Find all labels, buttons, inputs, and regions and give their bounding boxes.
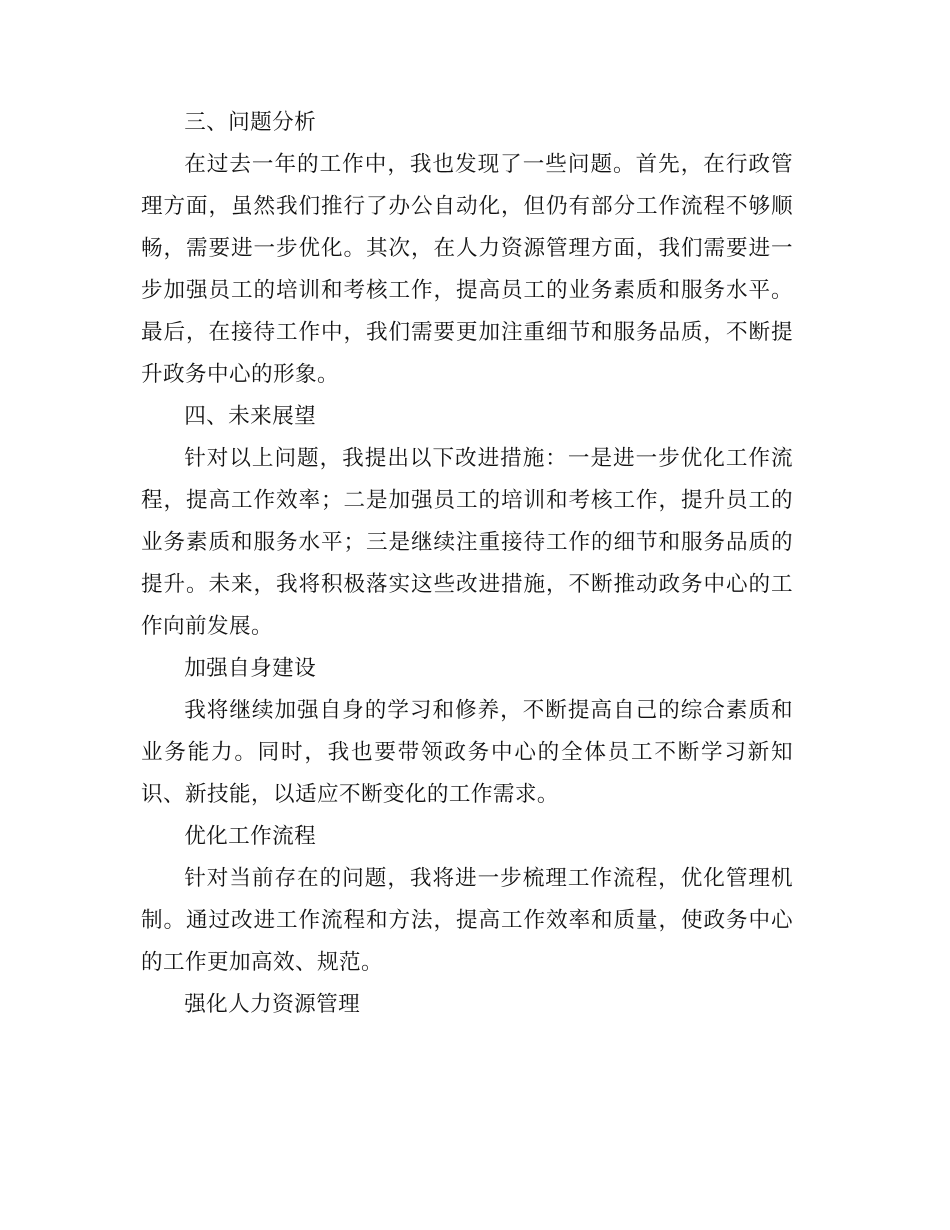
section-heading-future-outlook: 四、未来展望 — [184, 404, 317, 429]
section-heading-optimize-workflow: 优化工作流程 — [184, 824, 317, 849]
section-heading-problem-analysis: 三、问题分析 — [184, 110, 317, 135]
paragraph-future-outlook: 针对以上问题，我提出以下改进措施：一是进一步优化工作流程，提高工作效率；二是加强员工的培训和考核工作，提升员工的业务素质和服务水平；三是继续注重接待工作的细节和服务品质的提升。未来，我将积极落实这些改进措施，不断推动政务中心的工作向前发展。 — [141, 446, 793, 639]
paragraph-self-building: 我将继续加强自身的学习和修养，不断提高自己的综合素质和业务能力。同时，我也要带领政务中心的全体员工不断学习新知识、新技能，以适应不断变化的工作需求。 — [141, 698, 793, 807]
paragraph-optimize-workflow: 针对当前存在的问题，我将进一步梳理工作流程，优化管理机制。通过改进工作流程和方法，提高工作效率和质量，使政务中心的工作更加高效、规范。 — [141, 866, 793, 975]
section-heading-self-building: 加强自身建设 — [184, 656, 317, 681]
document-body — [141, 102, 793, 1026]
paragraph-problem-analysis: 在过去一年的工作中，我也发现了一些问题。首先，在行政管理方面，虽然我们推行了办公自动化，但仍有部分工作流程不够顺畅，需要进一步优化。其次，在人力资源管理方面，我们需要进一步加强员工的培训和考核工作，提高员工的业务素质和服务水平。最后，在接待工作中，我们需要更加注重细节和服务品质，不断提升政务中心的形象。 — [141, 152, 793, 387]
section-heading-hr-management: 强化人力资源管理 — [184, 992, 361, 1017]
